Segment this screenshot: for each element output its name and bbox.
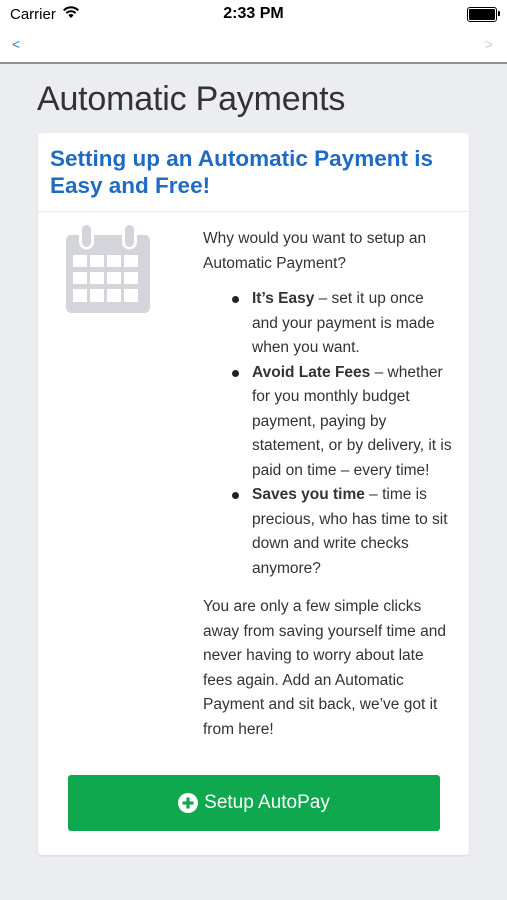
benefits-list — [203, 287, 453, 581]
benefit-item-late-fees — [252, 361, 453, 484]
setup-autopay-button[interactable] — [68, 775, 440, 831]
benefit-text: – time is precious, who has time to sit down and write checks anymore? — [252, 486, 448, 577]
card-title: Setting up an Automatic Payment is Easy and Free! — [50, 146, 433, 198]
plus-circle-icon — [178, 793, 198, 813]
benefit-text: – set it up once and your payment is made when you want. — [252, 290, 435, 356]
benefit-item-easy — [252, 287, 453, 361]
benefit-text: – whether for you monthly budget payment, paying by statement, or by delivery, it is paid on time – every time! — [252, 363, 452, 479]
page-title: Automatic Payments — [37, 80, 346, 118]
navigation-bar — [0, 30, 507, 64]
intro-text: Why would you want to setup an Automatic Payment? — [203, 230, 427, 272]
carrier-label: Carrier — [10, 6, 56, 23]
benefit-title: It’s Easy — [252, 290, 315, 307]
card-header — [38, 133, 469, 212]
status-bar — [0, 0, 507, 30]
benefit-title: Saves you time — [252, 486, 365, 503]
closing-text: You are only a few simple clicks away from saving yourself time and never having to worry about late fees again. Add an Automatic Payment and sit back, we’ve got it from here! — [203, 598, 446, 738]
autopay-info-card — [38, 133, 469, 855]
forward-button[interactable]: > — [484, 36, 493, 52]
back-button[interactable]: < — [12, 36, 21, 52]
battery-icon — [467, 7, 497, 22]
card-body-text — [203, 227, 453, 742]
calendar-icon — [66, 225, 150, 313]
clock: 2:33 PM — [223, 5, 284, 22]
setup-autopay-label: Setup AutoPay — [204, 792, 330, 813]
benefit-item-saves-time — [252, 483, 453, 581]
benefit-title: Avoid Late Fees — [252, 363, 371, 381]
